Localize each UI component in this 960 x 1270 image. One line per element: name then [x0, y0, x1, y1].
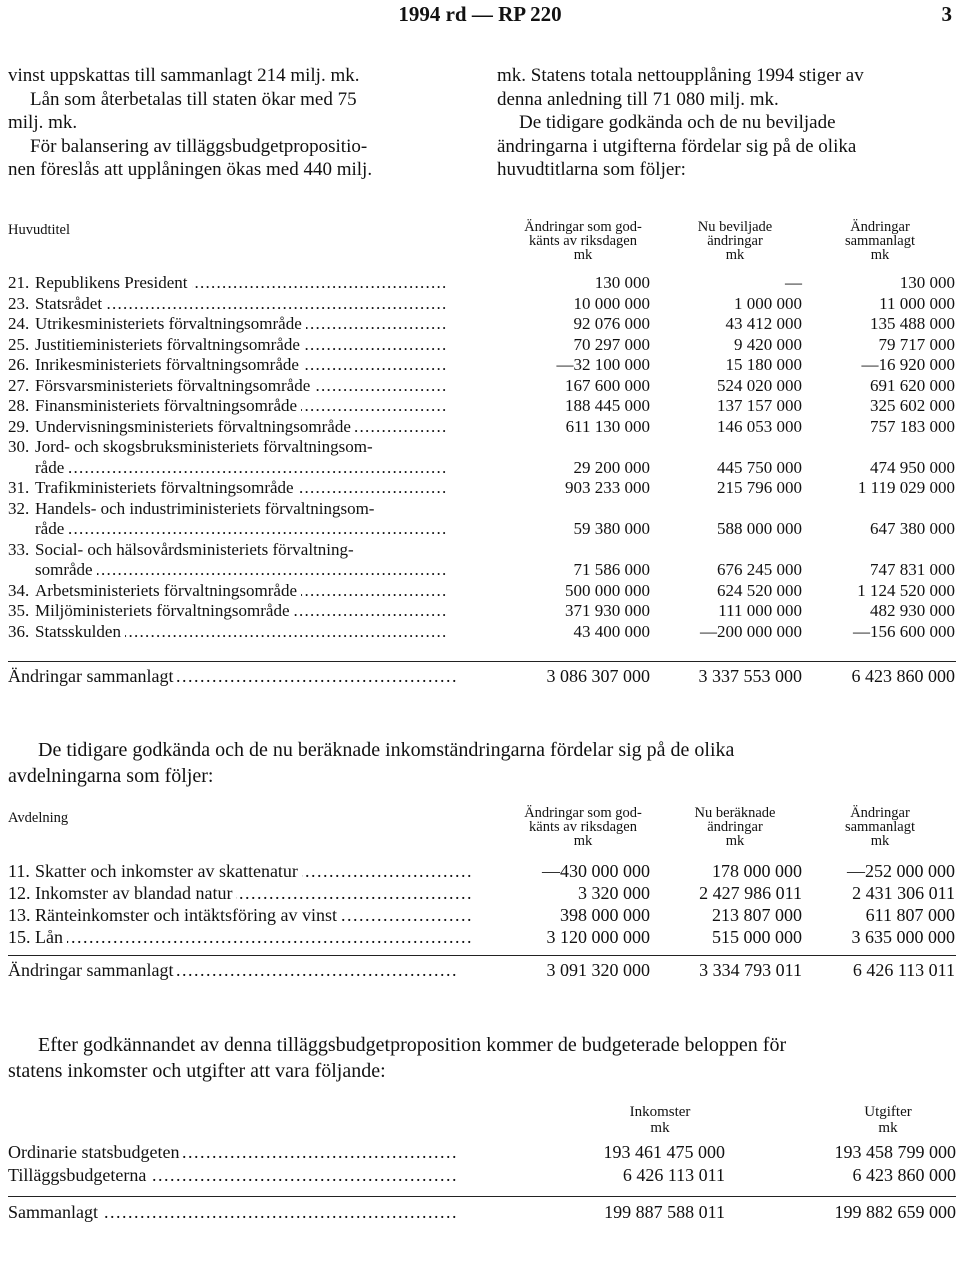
header-line: Ändringar som god-	[524, 219, 642, 235]
row-label: Statsskulden	[35, 622, 125, 641]
table-row	[0, 1142, 960, 1162]
table-row	[0, 905, 960, 925]
row-number: 36.	[8, 621, 30, 641]
value-total: 757 183 000	[870, 416, 955, 436]
row-number: 23.	[8, 293, 30, 313]
row-number: 12.	[8, 883, 31, 903]
paragraph-line: Efter godkännandet av denna tilläggsbudgetproposition kommer de budgeterade beloppen för	[38, 1034, 787, 1056]
value-approved: 3 120 000 000	[546, 927, 650, 947]
value-granted: 624 520 000	[717, 580, 802, 600]
table-row	[0, 314, 960, 334]
row-label: Lån	[35, 927, 67, 947]
total-value-1: 3 086 307 000	[546, 666, 650, 686]
value-granted: 1 000 000	[734, 293, 802, 313]
value-estimated: 213 807 000	[712, 905, 802, 925]
row-label: Skatter och inkomster av skattenatur	[35, 861, 302, 881]
value-granted: 215 796 000	[717, 478, 802, 497]
value-approved: 70 297 000	[573, 334, 650, 354]
value-granted: 15 180 000	[725, 355, 802, 374]
value-total: 1 119 029 000	[857, 478, 955, 497]
value-expense: 193 458 799 000	[834, 1142, 956, 1162]
row-label: Statsrådet	[35, 294, 106, 313]
table-row	[0, 1165, 960, 1185]
table1-col-label: Huvudtitel	[8, 222, 71, 238]
value-approved: 188 445 000	[565, 396, 650, 415]
table-row	[0, 927, 960, 947]
table-row	[0, 601, 960, 621]
header-line: ändringar	[707, 233, 763, 249]
value-total: 79 717 000	[878, 334, 955, 354]
table-row	[0, 417, 960, 437]
row-number: 30.	[8, 437, 30, 456]
row-label: Miljöministeriets förvaltningsområde	[35, 601, 294, 620]
value-income: 193 461 475 000	[603, 1142, 725, 1162]
table-row	[0, 478, 960, 498]
table-row	[0, 335, 960, 355]
value-granted: 137 157 000	[717, 396, 802, 415]
row-label: Finansministeriets förvaltningsområde	[35, 396, 301, 415]
row-label: Inrikesministeriets förvaltningsområde	[35, 355, 303, 374]
row-label: råde	[35, 519, 68, 538]
table1-col1-header	[508, 220, 658, 262]
value-income: 6 426 113 011	[622, 1165, 725, 1185]
value-estimated: 2 427 986 011	[699, 883, 802, 903]
table3-total-rule	[8, 1196, 956, 1197]
value-granted: 9 420 000	[734, 334, 802, 354]
intro-right-line: denna anledning till 71 080 milj. mk.	[497, 88, 779, 110]
table2-col1-header	[508, 806, 658, 848]
row-number: 11.	[8, 861, 30, 881]
row-label-cell	[35, 335, 472, 355]
value-granted: 445 750 000	[717, 457, 802, 477]
table-row	[0, 883, 960, 903]
row-number: 13.	[8, 905, 31, 925]
intro-left-line: nen föreslås att upplåningen ökas med 440 milj.	[8, 159, 373, 180]
table-row	[0, 396, 960, 416]
row-label-cell	[35, 314, 472, 334]
header-line: mk	[725, 833, 745, 849]
paragraph-line: De tidigare godkända och de nu beräknade inkomständringarna fördelar sig på de olika	[38, 739, 735, 761]
row-label-cell	[35, 560, 472, 580]
row-label: sområde	[35, 560, 97, 579]
row-number: 27.	[8, 375, 30, 395]
row-label: Social- och hälsovårdsministeriets förvaltning-	[35, 539, 354, 559]
header-line: känts av riksdagen	[529, 819, 637, 835]
value-total: 11 000 000	[879, 293, 955, 313]
row-label: Tilläggsbudgeterna	[8, 1165, 150, 1185]
value-total: 611 807 000	[865, 905, 955, 925]
value-approved: 10 000 000	[573, 293, 650, 313]
total-value-3: 6 423 860 000	[851, 666, 955, 686]
value-estimated: 178 000 000	[712, 861, 802, 881]
header-line: mk	[870, 833, 890, 849]
row-number: 25.	[8, 334, 30, 354]
total-label-text: Ändringar sammanlagt	[8, 666, 177, 686]
row-label-cell	[35, 581, 472, 601]
value-total: 474 950 000	[870, 457, 955, 477]
table-row	[0, 273, 960, 293]
header-line: känts av riksdagen	[529, 233, 637, 249]
table1-total-rule	[8, 661, 956, 662]
value-granted: 111 000 000	[718, 601, 802, 620]
value-approved: 398 000 000	[560, 905, 650, 925]
table2-col3-header	[810, 806, 950, 848]
header-line: Ändringar	[850, 219, 910, 235]
total-value-3: 6 426 113 011	[852, 960, 955, 980]
value-granted: 43 412 000	[725, 314, 802, 333]
total-label-text: Ändringar sammanlagt	[8, 960, 177, 980]
table-row	[0, 560, 960, 580]
row-label: Ränteinkomster och intäktsföring av vinst	[35, 905, 341, 925]
table-row-first-line	[0, 540, 960, 560]
page-number: 3	[941, 2, 952, 26]
table-row	[0, 622, 960, 642]
table-row-first-line	[0, 499, 960, 519]
value-total: 2 431 306 011	[852, 883, 955, 903]
header-line: sammanlagt	[844, 233, 916, 249]
paragraph-income	[8, 737, 956, 789]
total-value-1: 199 887 588 011	[604, 1202, 725, 1222]
header-line: mk	[870, 247, 890, 263]
value-total: 747 831 000	[870, 560, 955, 579]
row-label: Utrikesministeriets förvaltningsområde	[35, 314, 306, 333]
value-approved: 71 586 000	[573, 560, 650, 579]
row-label-cell	[8, 1165, 500, 1185]
table2-total-row	[0, 960, 960, 980]
value-total: 325 602 000	[870, 396, 955, 415]
row-number: 29.	[8, 416, 30, 436]
value-approved: 500 000 000	[565, 580, 650, 600]
value-approved: 3 320 000	[578, 883, 650, 903]
header-line: mk	[650, 1120, 670, 1136]
table-row	[0, 294, 960, 314]
value-total: —16 920 000	[861, 355, 955, 374]
header-line: ändringar	[707, 819, 763, 835]
value-approved: —430 000 000	[542, 861, 650, 881]
row-label-cell	[35, 376, 472, 396]
row-number: 34.	[8, 580, 30, 600]
row-number: 33.	[8, 539, 30, 559]
row-label-cell	[35, 355, 472, 375]
row-label: Inkomster av blandad natur	[35, 883, 236, 903]
header-line: mk	[725, 247, 745, 263]
row-label: råde	[35, 458, 68, 477]
table-row	[0, 581, 960, 601]
value-approved: —32 100 000	[556, 355, 650, 374]
table-row	[0, 376, 960, 396]
intro-right-line: ändringarna i utgifterna fördelar sig på de olika	[497, 135, 857, 157]
row-label: Handels- och industriministeriets förvaltningsom-	[35, 498, 375, 518]
document-title: 1994 rd — RP 220	[398, 2, 562, 26]
header-line: sammanlagt	[844, 819, 916, 835]
header-line: mk	[573, 833, 593, 849]
total-value-1: 3 091 320 000	[546, 960, 650, 980]
table2-total-rule	[8, 955, 956, 956]
row-number: 26.	[8, 355, 30, 374]
row-number: 28.	[8, 396, 30, 415]
value-approved: 59 380 000	[573, 519, 650, 538]
total-label-text: Sammanlagt	[8, 1202, 102, 1222]
total-label	[8, 666, 472, 686]
header-line: mk	[573, 247, 593, 263]
intro-right-line: mk. Statens totala nettoupplåning 1994 stiger av	[497, 65, 864, 86]
row-label-cell	[35, 478, 472, 498]
row-label: Justitieministeriets förvaltningsområde	[35, 335, 304, 354]
row-number: 21.	[8, 273, 30, 292]
value-total: 3 635 000 000	[851, 927, 955, 947]
value-granted: —	[785, 273, 802, 292]
table3-col2-header	[818, 1104, 958, 1136]
table1-col3-header	[810, 220, 950, 262]
intro-left-line: För balansering av tilläggsbudgetpropositio-	[30, 135, 368, 157]
value-approved: 92 076 000	[573, 314, 650, 333]
row-number: 15.	[8, 927, 31, 947]
total-value-2: 199 882 659 000	[834, 1202, 956, 1222]
intro-left-line: milj. mk.	[8, 112, 78, 133]
row-label: Undervisningsministeriets förvaltningsområde	[35, 417, 355, 436]
header-line: Inkomster	[629, 1104, 691, 1120]
row-label: Försvarsministeriets förvaltningsområde	[35, 376, 314, 395]
table3-total-row	[0, 1202, 960, 1222]
value-approved: 371 930 000	[565, 601, 650, 620]
table1-total-row	[0, 666, 960, 686]
row-label-cell	[35, 601, 472, 621]
value-estimated: 515 000 000	[712, 927, 802, 947]
value-expense: 6 423 860 000	[852, 1165, 956, 1185]
value-approved: 29 200 000	[573, 457, 650, 477]
intro-left-line: Lån som återbetalas till staten ökar med 75	[30, 88, 357, 110]
paragraph-line: statens inkomster och utgifter att vara följande:	[8, 1060, 386, 1082]
table-row	[0, 458, 960, 478]
page-header	[0, 2, 960, 28]
paragraph-budget	[8, 1032, 956, 1084]
value-granted: —200 000 000	[700, 621, 802, 641]
value-total: 130 000	[899, 273, 955, 292]
row-label-cell	[35, 927, 472, 947]
value-total: 135 488 000	[870, 314, 955, 333]
table-row	[0, 519, 960, 539]
value-granted: 676 245 000	[717, 560, 802, 579]
value-total: —252 000 000	[847, 861, 955, 881]
row-label: Ordinarie statsbudgeten	[8, 1142, 183, 1162]
value-approved: 611 130 000	[565, 416, 650, 436]
value-total: 482 930 000	[870, 601, 955, 620]
row-label-cell	[35, 396, 472, 416]
row-label: Jord- och skogsbruksministeriets förvaltningsom-	[35, 437, 373, 456]
header-line: Nu beräknade	[694, 805, 776, 821]
table2-col-label: Avdelning	[8, 810, 69, 826]
row-label-cell	[35, 458, 472, 478]
intro-right-line: huvudtitlarna som följer:	[497, 159, 686, 180]
total-label	[8, 960, 472, 980]
intro-left-column	[8, 64, 462, 182]
header-line: Nu beviljade	[697, 219, 773, 235]
table-row	[0, 861, 960, 881]
intro-right-column	[497, 64, 955, 182]
row-label-cell	[35, 861, 472, 881]
row-number: 32.	[8, 498, 30, 518]
table1-col2-header	[670, 220, 800, 262]
row-label-cell	[35, 294, 472, 314]
row-number: 31.	[8, 478, 30, 497]
row-label-cell	[35, 905, 472, 925]
row-label-cell	[35, 622, 472, 642]
table-row-first-line	[0, 437, 960, 457]
row-label: Arbetsministeriets förvaltningsområde	[35, 581, 301, 600]
row-label-cell	[35, 417, 472, 437]
header-line: Ändringar	[850, 805, 910, 821]
intro-right-line: De tidigare godkända och de nu beviljade	[519, 112, 836, 133]
table-row	[0, 355, 960, 375]
value-total: 691 620 000	[870, 375, 955, 395]
value-granted: 524 020 000	[717, 375, 802, 395]
value-approved: 43 400 000	[573, 621, 650, 641]
total-value-2: 3 337 553 000	[698, 666, 802, 686]
value-total: 1 124 520 000	[857, 580, 955, 600]
row-label-cell	[8, 1142, 500, 1162]
row-label-cell	[35, 273, 472, 293]
value-granted: 146 053 000	[717, 416, 802, 436]
row-label-cell	[35, 883, 472, 903]
row-number: 24.	[8, 314, 30, 333]
header-line: Utgifter	[864, 1104, 912, 1120]
row-label: Trafikministeriets förvaltningsområde	[35, 478, 298, 497]
header-line: mk	[878, 1120, 898, 1136]
table2-col2-header	[670, 806, 800, 848]
table3-col1-header	[590, 1104, 730, 1136]
value-total: —156 600 000	[853, 621, 955, 641]
value-approved: 167 600 000	[565, 375, 650, 395]
value-approved: 130 000	[594, 273, 650, 292]
value-approved: 903 233 000	[565, 478, 650, 497]
value-granted: 588 000 000	[717, 519, 802, 538]
total-value-2: 3 334 793 011	[699, 960, 802, 980]
total-label	[8, 1202, 500, 1222]
header-line: Ändringar som god-	[524, 805, 642, 821]
row-label-cell	[35, 519, 472, 539]
intro-left-line: vinst uppskattas till sammanlagt 214 milj. mk.	[8, 65, 360, 86]
row-label: Republikens President	[35, 273, 192, 292]
value-total: 647 380 000	[870, 519, 955, 538]
row-number: 35.	[8, 601, 30, 620]
paragraph-line: avdelningarna som följer:	[8, 765, 214, 787]
